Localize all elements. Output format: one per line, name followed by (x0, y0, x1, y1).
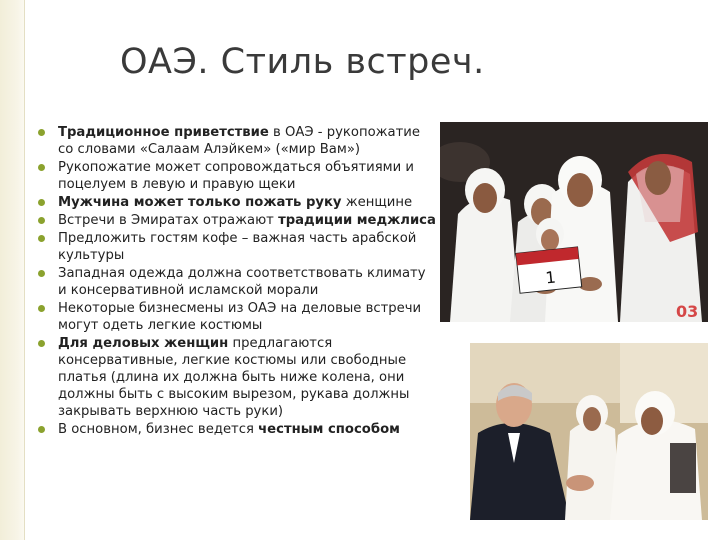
bullet-item (38, 421, 438, 438)
bullet-dot-icon (38, 426, 45, 433)
bullet-text: Предложить гостям кофе – важная часть арабской культуры (58, 231, 417, 263)
bullet-dot-icon (38, 199, 45, 206)
bullet-bold-text: Традиционное приветствие (58, 125, 269, 140)
bullet-item (38, 265, 438, 299)
bullet-dot-icon (38, 305, 45, 312)
bullet-bold-text: честным способом (258, 422, 400, 437)
bullet-dot-icon (38, 164, 45, 171)
left-bar-divider (24, 0, 25, 540)
bullet-item (38, 159, 438, 193)
bullet-text: предлагаются консервативные, легкие костюмы или свободные платья (длина их должна быть ниже колена, они должны быть с высоким вырезом, рукава должны закрывать верхнюю часть руки) (58, 336, 410, 419)
bullet-item (38, 124, 438, 158)
left-decorative-bar (0, 0, 24, 540)
bullet-item (38, 300, 438, 334)
bullet-item (38, 230, 438, 264)
bullet-text: в ОАЭ - рукопожатие со словами «Салаам Алэйкем» («мир Вам») (58, 125, 420, 157)
photo1-illustration (440, 122, 708, 322)
photo-group-of-men-with-plate (440, 122, 708, 322)
bullet-text: В основном, бизнес ведется (58, 422, 259, 437)
photo2-illustration (470, 343, 708, 520)
svg-text:03: 03 (676, 302, 699, 321)
bullet-text: Западная одежда должна соответствовать климату и консервативной исламской морали (58, 266, 426, 298)
bullet-dot-icon (38, 270, 45, 277)
bullet-item (38, 335, 438, 420)
bullet-list (38, 124, 438, 439)
bullet-bold-text: Для деловых женщин (58, 336, 229, 351)
bullet-text: Рукопожатие может сопровождаться объятиями и поцелуем в левую и правую щеки (58, 160, 414, 192)
bullet-text: Встречи в Эмиратах отражают (58, 213, 279, 228)
bullet-bold-text: традиции меджлиса (278, 213, 436, 228)
bullet-text: женщине (341, 195, 413, 210)
bullet-item (38, 212, 438, 229)
bullet-dot-icon (38, 129, 45, 136)
bullet-dot-icon (38, 235, 45, 242)
bullet-dot-icon (38, 217, 45, 224)
bullet-text: Некоторые бизнесмены из ОАЭ на деловые встречи могут одеть легкие костюмы (58, 301, 422, 333)
slide-title: ОАЭ. Стиль встреч. (120, 42, 485, 82)
photo-handshake-meeting (470, 343, 708, 520)
plate-number: 1 (544, 267, 557, 288)
bullet-dot-icon (38, 340, 45, 347)
bullet-item (38, 194, 438, 211)
bullet-bold-text: Мужчина может только пожать руку (58, 195, 342, 210)
